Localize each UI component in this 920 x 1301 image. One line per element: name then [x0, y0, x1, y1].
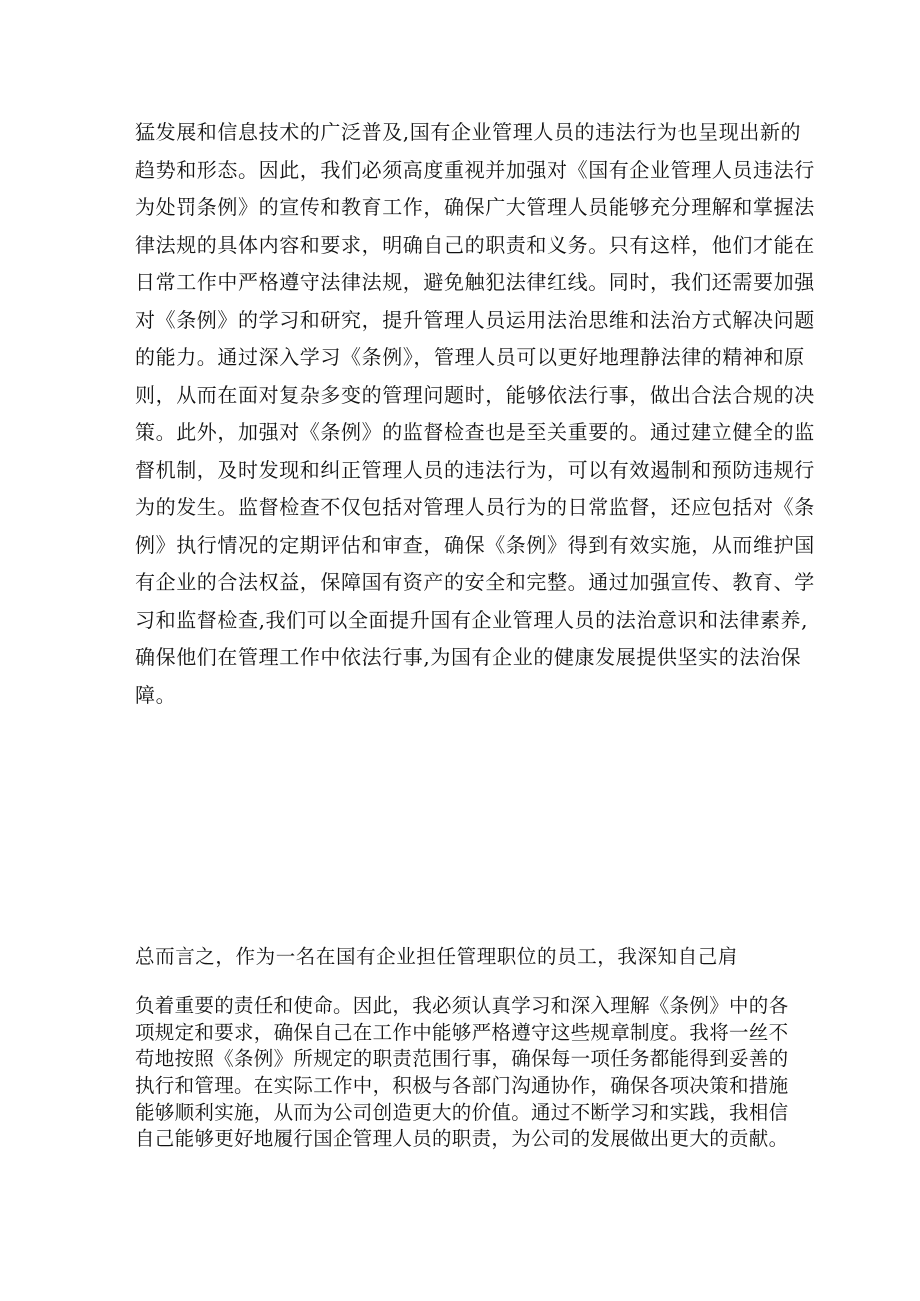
text-line: 例》执行情况的定期评估和审查，确保《条例》得到有效实施，从而维护国: [135, 532, 815, 557]
text-line: 为处罚条例》的宣传和教育工作，确保广大管理人员能够充分理解和掌握法: [135, 195, 815, 219]
paragraph-1: [135, 114, 835, 714]
text-line: 障。: [135, 682, 177, 707]
text-line: 习和监督检查,我们可以全面提升国有企业管理人员的法治意识和法律素养,: [135, 607, 809, 632]
paragraph-2: [135, 993, 835, 1153]
text-line: 执行和管理。在实际工作中，积极与各部门沟通协作，确保各项决策和措施: [135, 1074, 789, 1098]
text-line: 对《条例》的学习和研究，提升管理人员运用法治思维和法治方式解决问题: [135, 307, 815, 332]
paragraph-2-first-line: 总而言之，作为一名在国有企业担任管理职位的员工，我深知自己肩: [135, 945, 739, 968]
text-line: 日常工作中严格遵守法律法规，避免触犯法律红线。同时，我们还需要加强: [135, 270, 815, 294]
text-line: 负着重要的责任和使命。因此，我必须认真学习和深入理解《条例》中的各: [135, 994, 789, 1017]
text-line: 策。此外，加强对《条例》的监督检查也是至关重要的。通过建立健全的监: [135, 420, 815, 444]
text-line: 项规定和要求，确保自己在工作中能够严格遵守这些规章制度。我将一丝不: [135, 1020, 789, 1044]
text-line: 自己能够更好地履行国企管理人员的职责，为公司的发展做出更大的贡献。: [135, 1127, 789, 1151]
text-line: 为的发生。监督检查不仅包括对管理人员行为的日常监督，还应包括对《条: [135, 495, 815, 519]
text-line: 则，从而在面对复杂多变的管理问题时，能够依法行事，做出合法合规的决: [135, 382, 815, 407]
text-line: 的能力。通过深入学习《条例》，管理人员可以更好地理静法律的精神和原: [135, 345, 805, 369]
text-line: 律法规的具体内容和要求，明确自己的职责和义务。只有这样，他们才能在: [135, 232, 815, 257]
text-line: 有企业的合法权益，保障国有资产的安全和完整。通过加强宣传、教育、学: [135, 570, 815, 594]
text-line: 能够顺利实施，从而为公司创造更大的价值。通过不断学习和实践，我相信: [135, 1100, 789, 1124]
text-line: 猛发展和信息技术的广泛普及,国有企业管理人员的违法行为也呈现出新的: [135, 120, 802, 144]
text-line: 苟地按照《条例》所规定的职责范围行事，确保每一项任务都能得到妥善的: [135, 1047, 789, 1071]
text-line: 确保他们在管理工作中依法行事,为国有企业的健康发展提供坚实的法治保: [135, 645, 802, 669]
text-line: 趋势和形态。因此，我们必须高度重视并加强对《国有企业管理人员违法行: [135, 157, 815, 182]
text-line: 督机制，及时发现和纠正管理人员的违法行为，可以有效遏制和预防违规行: [135, 457, 815, 482]
